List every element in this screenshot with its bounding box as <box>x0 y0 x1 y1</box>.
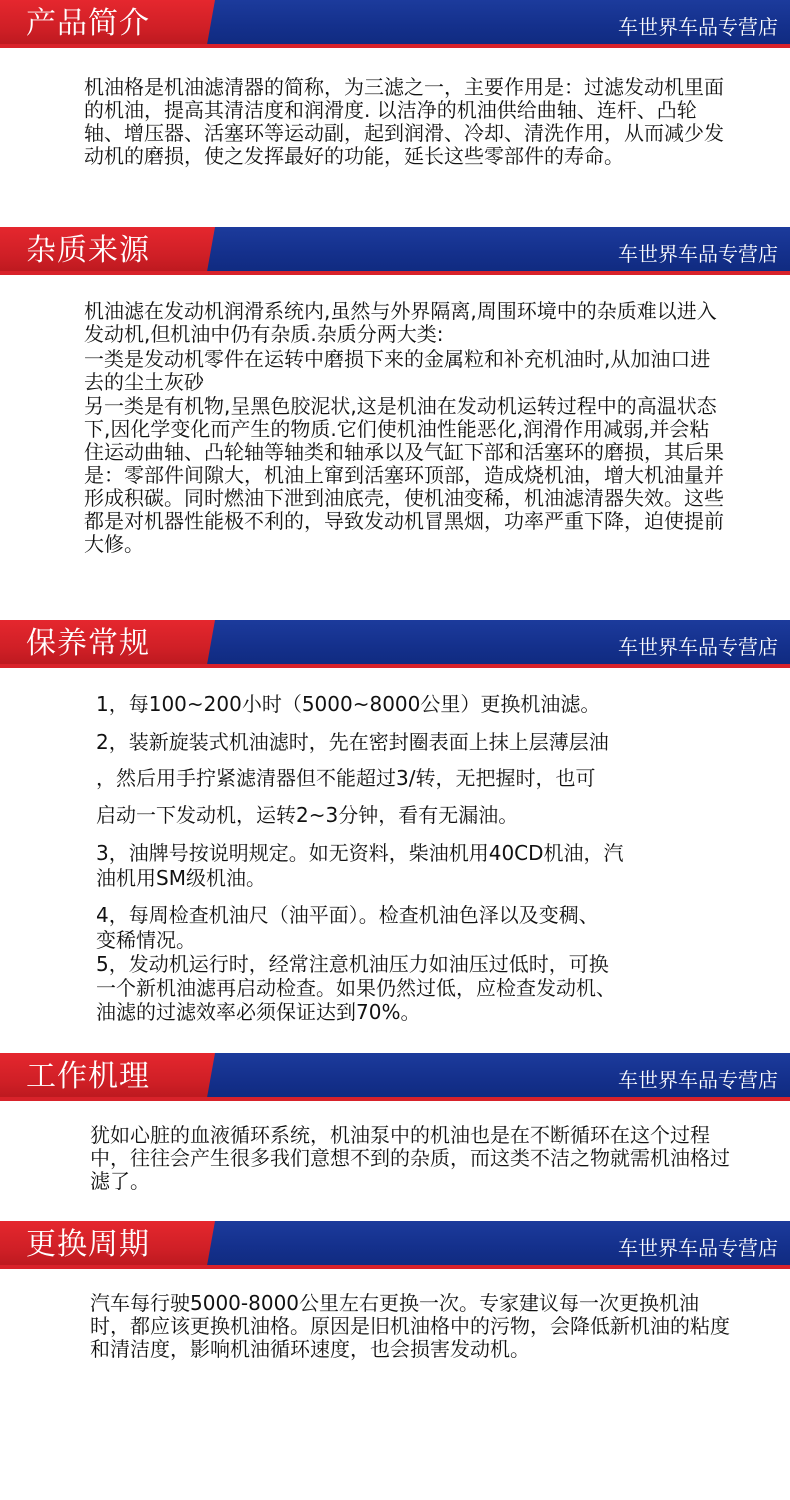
shop-name: 车世界车品专营店 <box>618 242 778 266</box>
maintenance-line: 2，装新旋装式机油滤时，先在密封圈表面上抹上层薄层油 <box>96 730 609 754</box>
maintenance-line: 油机用SM级机油。 <box>96 866 266 890</box>
section-banner-replacement-cycle <box>0 1221 790 1269</box>
banner-red-line <box>0 271 790 275</box>
maintenance-line: 油滤的过滤效率必须保证达到70%。 <box>96 1000 421 1024</box>
maintenance-line: 3，油牌号按说明规定。如无资料，柴油机用40CD机油，汽 <box>96 841 624 865</box>
maintenance-line: 1，每100~200小时（5000~8000公里）更换机油滤。 <box>96 692 601 716</box>
section-paragraph: 一类是发动机零件在运转中磨损下来的金属粒和补充机油时,从加油口进去的尘土灰砂 <box>84 347 711 394</box>
maintenance-line: 启动一下发动机，运转2~3分钟，看有无漏油。 <box>96 803 519 827</box>
section-title: 杂质来源 <box>26 233 150 268</box>
shop-name: 车世界车品专营店 <box>618 1236 778 1260</box>
section-banner-product-intro <box>0 0 790 48</box>
maintenance-line: 变稀情况。 <box>96 928 196 952</box>
section-banner-working-principle <box>0 1053 790 1101</box>
section-banner-impurity-source <box>0 227 790 275</box>
section-title: 产品简介 <box>26 6 150 41</box>
section-paragraph: 犹如心脏的血液循环系统，机油泵中的机油也是在不断循环在这个过程中，往往会产生很多我们意想不到的杂质，而这类不洁之物就需机油格过滤了。 <box>90 1123 730 1193</box>
maintenance-line: ，然后用手拧紧滤清器但不能超过3/转，无把握时，也可 <box>96 766 596 790</box>
section-paragraph: 汽车每行驶5000-8000公里左右更换一次。专家建议每一次更换机油时，都应该更换机油格。原因是旧机油格中的污物，会降低新机油的粘度和清洁度，影响机油循环速度，也会损害发动机。 <box>90 1291 730 1361</box>
maintenance-line: 4，每周检查机油尺（油平面）。检查机油色泽以及变稠、 <box>96 903 599 927</box>
banner-red-line <box>0 44 790 48</box>
section-paragraph: 另一类是有机物,呈黑色胶泥状,这是机油在发动机运转过程中的高温状态下,因化学变化而产生的物质.它们使机油性能恶化,润滑作用减弱,并会粘住运动曲轴、凸轮轴等轴类和轴承以及气缸下部和活塞环的磨损，其后果是：零部件间隙大，机油上窜到活塞环顶部，造成烧机油，增大机油量并形成积碳。同时燃油下泄到油底壳，使机油变稀，机油滤清器失效。这些都是对机器性能极不利的，导致发动机冒黑烟，功率严重下降，迫使提前大修。 <box>84 394 724 556</box>
shop-name: 车世界车品专营店 <box>618 635 778 659</box>
section-title: 保养常规 <box>26 626 150 661</box>
banner-red-line <box>0 1097 790 1101</box>
maintenance-line: 5，发动机运行时，经常注意机油压力如油压过低时，可换 <box>96 952 609 976</box>
section-paragraph: 机油格是机油滤清器的简称，为三滤之一，主要作用是：过滤发动机里面的机油，提高其清洁度和润滑度. 以洁净的机油供给曲轴、连杆、凸轮轴、增压器、活塞环等运动副，起到润滑、冷却、清洗作用，从而减少发动机的磨损，使之发挥最好的功能，延长这些零部件的寿命。 <box>84 75 724 168</box>
shop-name: 车世界车品专营店 <box>618 1068 778 1092</box>
shop-name: 车世界车品专营店 <box>618 15 778 39</box>
section-title: 更换周期 <box>26 1227 150 1262</box>
banner-red-line <box>0 1265 790 1269</box>
maintenance-line: 一个新机油滤再启动检查。如果仍然过低，应检查发动机、 <box>96 976 616 1000</box>
section-title: 工作机理 <box>26 1059 150 1094</box>
section-banner-maintenance <box>0 620 790 668</box>
banner-red-line <box>0 664 790 668</box>
section-paragraph: 机油滤在发动机润滑系统内,虽然与外界隔离,周围环境中的杂质难以进入发动机,但机油中仍有杂质.杂质分两大类: <box>84 299 717 346</box>
